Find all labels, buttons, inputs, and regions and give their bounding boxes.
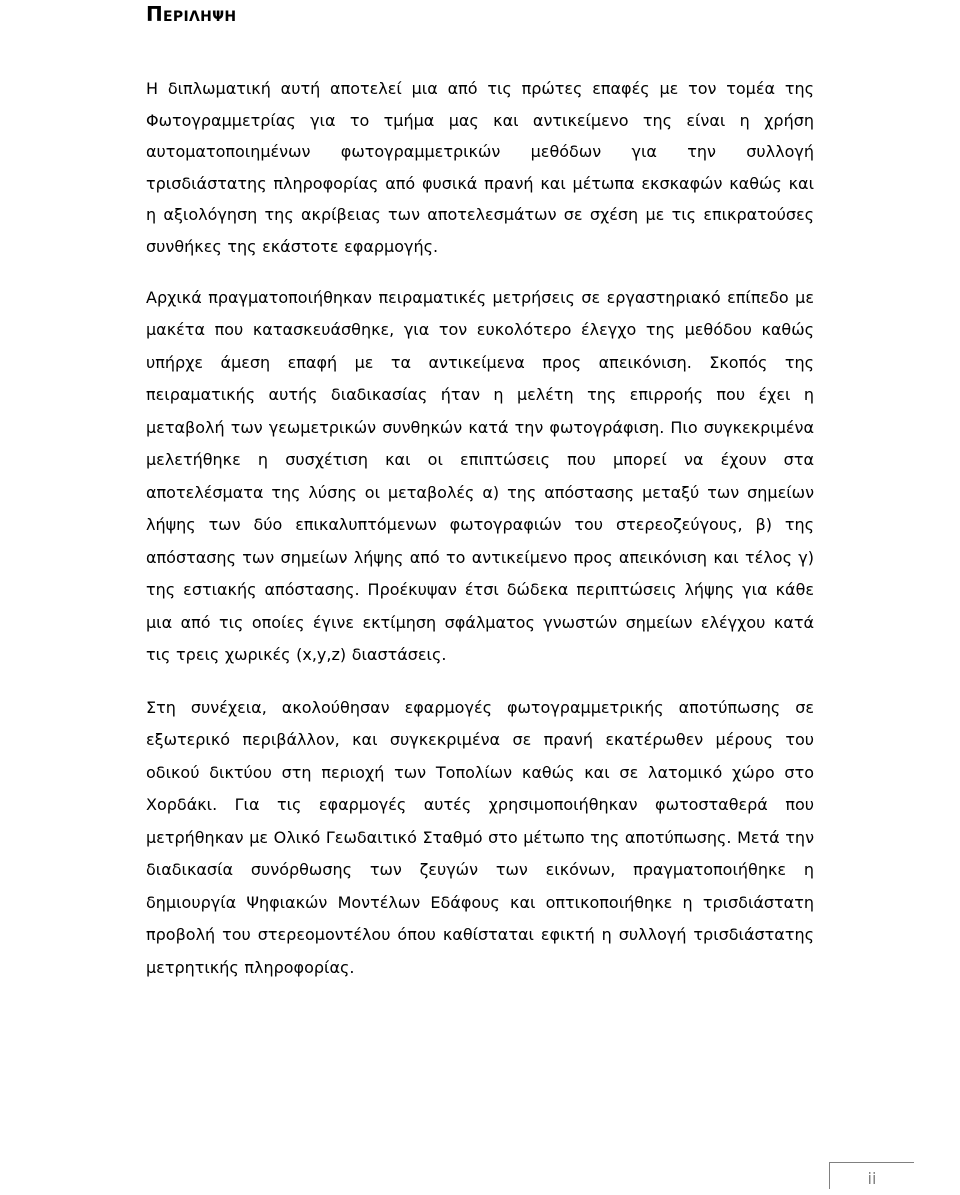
- abstract-paragraph-3: Στη συνέχεια, ακολούθησαν εφαρμογές φωτογραμμετρικής αποτύπωσης σε εξωτερικό περιβάλλον, και συγκεκριμένα σε πρανή εκατέρωθεν μέρους του οδικού δικτύου στη περιοχή των Τοπολίων καθώς και σε λατομικό χώρο στο Χορδάκι. Για τις εφαρμογές αυτές χρησιμοποιήθηκαν φωτοσταθερά που μετρήθηκαν με Ολικό Γεωδαιτικό Σταθμό στο μέτωπο της αποτύπωσης. Μετά την διαδικασία συνόρθωσης των ζευγών των εικόνων, πραγματοποιήθηκε η δημιουργία Ψηφιακών Μοντέλων Εδάφους και οπτικοποιήθηκε η τρισδιάστατη προβολή του στερεομοντέλου όπου καθίσταται εφικτή η συλλογή τρισδιάστατης μετρητικής πληροφορίας.: [146, 697, 815, 977]
- abstract-body: [146, 73, 814, 984]
- abstract-paragraph-2: Αρχικά πραγματοποιήθηκαν πειραματικές μετρήσεις σε εργαστηριακό επίπεδο με μακέτα που κατασκευάσθηκε, για τον ευκολότερο έλεγχο της μεθόδου καθώς υπήρχε άμεση επαφή με τα αντικείμενα προς απεικόνιση. Σκοπός της πειραματικής αυτής διαδικασίας ήταν η μελέτη της επιρροής που έχει η μεταβολή των γεωμετρικών συνθηκών κατά την φωτογράφιση. Πιο συγκεκριμένα μελετήθηκε η συσχέτιση και οι επιπτώσεις που μπορεί να έχουν στα αποτελέσματα της λύσης οι μεταβολές α) της απόστασης μεταξύ των σημείων λήψης των δύο επικαλυπτόμενων φωτογραφιών του στερεοζεύγους, β) της απόστασης των σημείων λήψης από το αντικείμενο προς απεικόνιση και τέλος γ) της εστιακής απόστασης. Προέκυψαν έτσι δώδεκα περιπτώσεις λήψης για κάθε μια από τις οποίες έγινε εκτίμηση σφάλματος γνωστών σημείων ελέγχου κατά τις τρεις χωρικές (x,y,z) διαστάσεις.: [146, 287, 814, 665]
- page-number-frame: [829, 1162, 914, 1189]
- page-number: ii: [867, 1169, 877, 1188]
- page-title: Περιληψη: [146, 2, 237, 26]
- abstract-paragraph-1: Η διπλωματική αυτή αποτελεί μια από τις πρώτες επαφές με τον τομέα της Φωτογραμμετρίας για το τμήμα μας και αντικείμενο της είναι η χρήση αυτοματοποιημένων φωτογραμμετρικών μεθόδων για την συλλογή τρισδιάστατης πληροφορίας από φυσικά πρανή και μέτωπα εκσκαφών καθώς και η αξιολόγηση της ακρίβειας των αποτελεσμάτων σε σχέση με τις επικρατούσες συνθήκες της εκάστοτε εφαρμογής.: [146, 79, 814, 256]
